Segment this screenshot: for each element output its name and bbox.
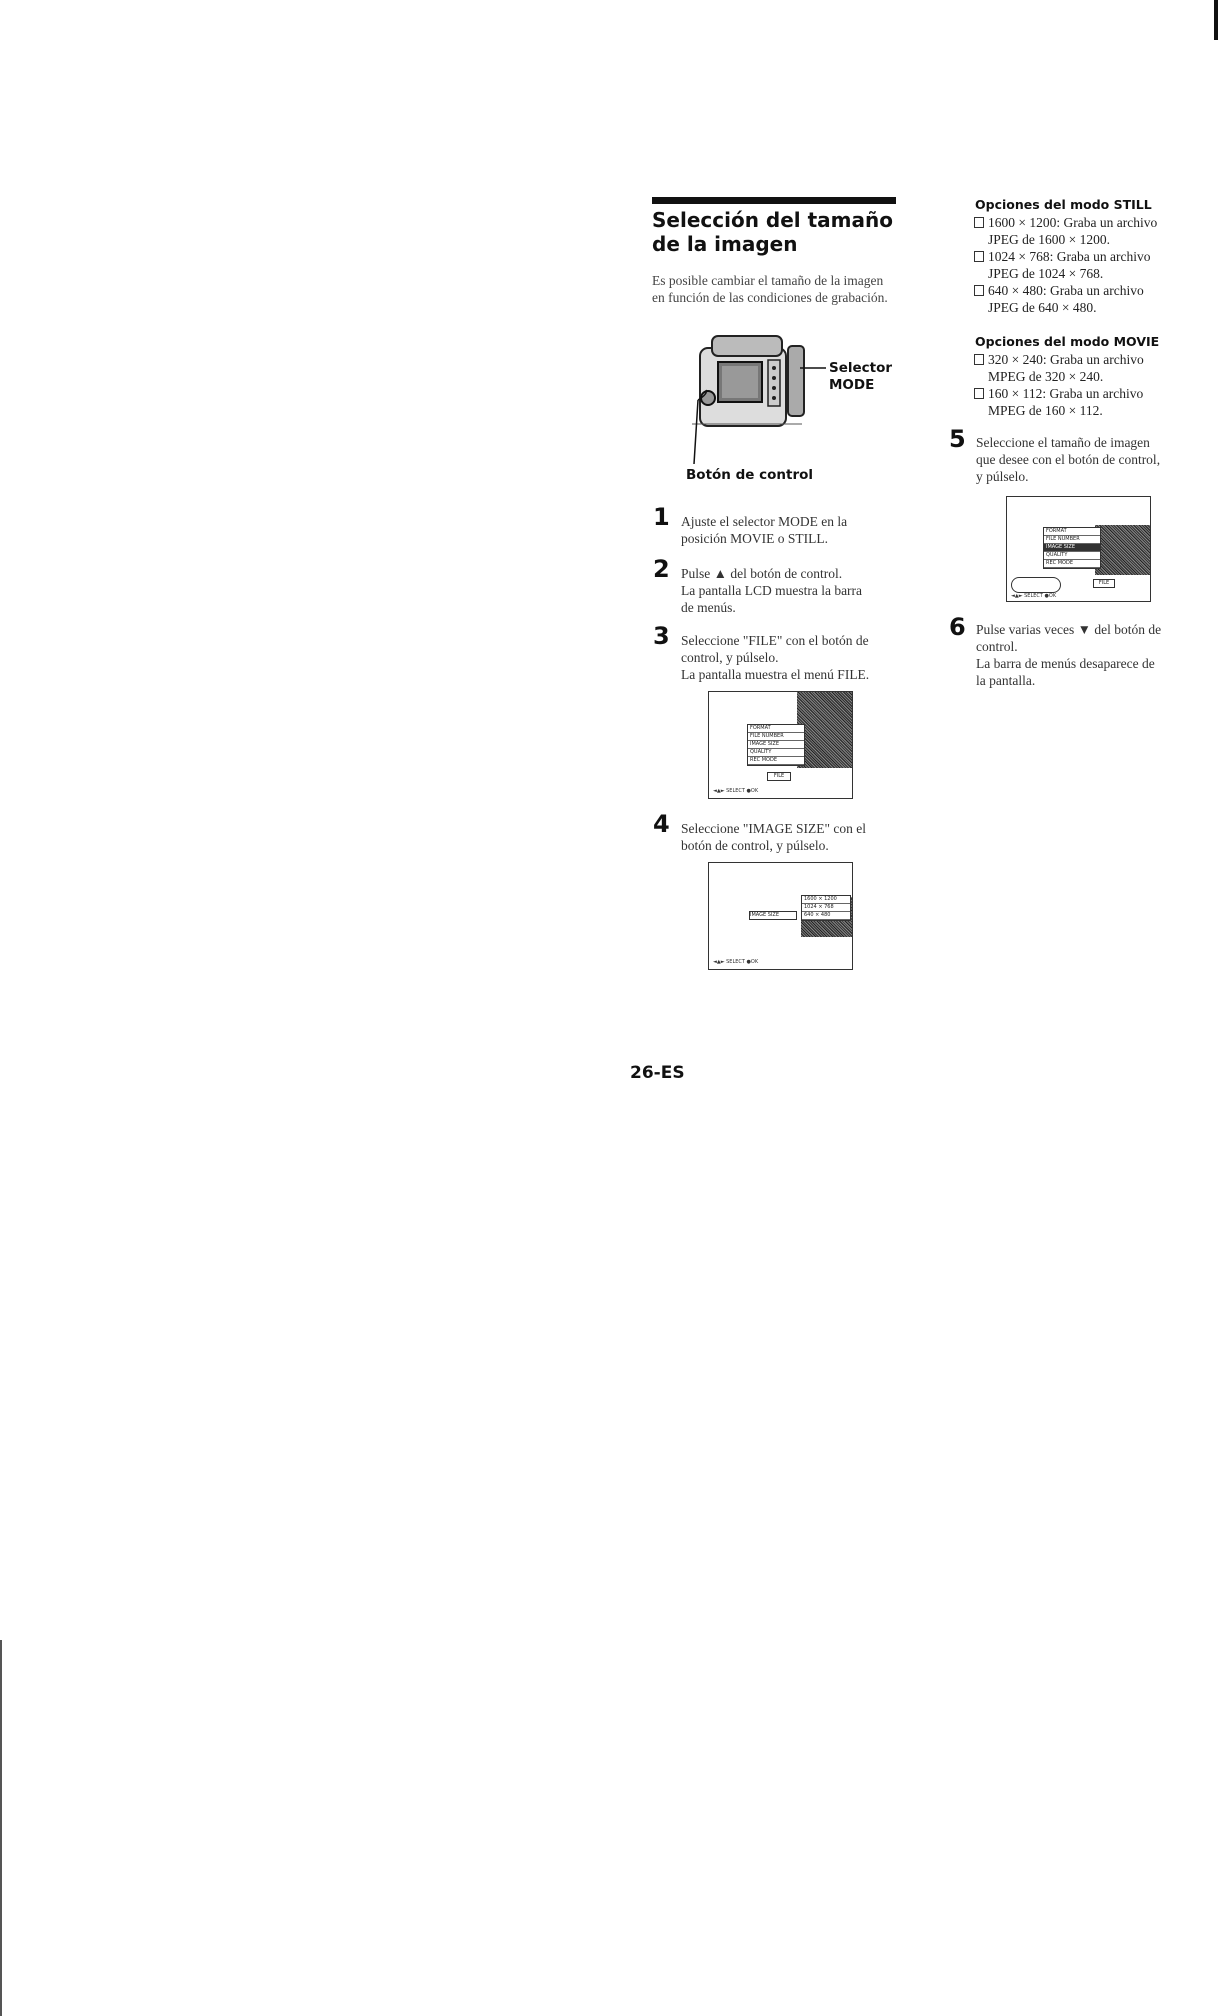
size-options: 1600 × 1200 1024 × 768 640 × 480 bbox=[801, 895, 851, 921]
control-button-label: Botón de control bbox=[686, 467, 814, 483]
title-rule bbox=[652, 197, 896, 204]
lcd-screen-image-size bbox=[708, 862, 853, 970]
checkbox-icon bbox=[974, 217, 984, 228]
checkbox-icon bbox=[974, 388, 984, 399]
checkbox-icon bbox=[974, 251, 984, 262]
list-item: 1600 × 1200: Graba un archivo JPEG de 1600 × 1200. bbox=[962, 214, 1192, 248]
list-item: 640 × 480: Graba un archivo JPEG de 640 × 480. bbox=[962, 282, 1192, 316]
movie-options-list bbox=[962, 351, 1192, 419]
page-title: Selección del tamaño de la imagen bbox=[652, 208, 893, 256]
file-tab: FILE bbox=[1093, 579, 1115, 588]
lcd-screen-size-select bbox=[1006, 496, 1151, 602]
image-size-item: IMAGE SIZE bbox=[749, 911, 797, 920]
step-text: Ajuste el selector MODE en la posición MOVIE o STILL. bbox=[681, 514, 848, 546]
step-number: 3 bbox=[653, 622, 670, 650]
bottom-hints: ◄▲► SELECT ●OK bbox=[1011, 593, 1057, 599]
screen-image bbox=[1095, 525, 1150, 575]
file-menu: FORMAT FILE NUMBER IMAGE SIZE QUALITY REC MODE bbox=[1043, 527, 1101, 569]
checkbox-icon bbox=[974, 285, 984, 296]
step-text: Pulse ▲ del botón de control. La pantalla LCD muestra la barra de menús. bbox=[681, 566, 863, 615]
scan-edge-mark bbox=[1214, 0, 1218, 40]
selector-label: Selector MODE bbox=[829, 360, 893, 393]
list-item: 160 × 112: Graba un archivo MPEG de 160 × 112. bbox=[962, 385, 1192, 419]
step-number: 4 bbox=[653, 810, 670, 838]
bottom-hints: ◄▲► SELECT ●OK bbox=[713, 959, 759, 965]
still-options-heading: Opciones del modo STILL bbox=[975, 197, 1152, 212]
list-item: 320 × 240: Graba un archivo MPEG de 320 × 240. bbox=[962, 351, 1192, 385]
screen-image bbox=[797, 692, 852, 768]
file-menu: FORMAT FILE NUMBER IMAGE SIZE QUALITY REC MODE bbox=[747, 724, 805, 766]
step-text: Pulse varias veces ▼ del botón de control. La barra de menús desaparece de la pantalla. bbox=[976, 622, 1162, 688]
step-text: Seleccione "FILE" con el botón de control, y púlselo. La pantalla muestra el menú FILE. bbox=[681, 633, 870, 682]
intro-text: Es posible cambiar el tamaño de la imagen en función de las condiciones de grabación. bbox=[652, 273, 888, 305]
checkbox-icon bbox=[974, 354, 984, 365]
scan-edge-mark bbox=[0, 1640, 2, 2016]
lcd-screen-file-menu bbox=[708, 691, 853, 799]
list-item: 1024 × 768: Graba un archivo JPEG de 1024 × 768. bbox=[962, 248, 1192, 282]
step-number: 2 bbox=[653, 555, 670, 583]
step-number: 5 bbox=[949, 425, 966, 453]
still-options-list bbox=[962, 214, 1192, 316]
step-text: Seleccione "IMAGE SIZE" con el botón de control, y púlselo. bbox=[681, 821, 866, 853]
step-text: Seleccione el tamaño de imagen que desee con el botón de control, y púlselo. bbox=[976, 435, 1161, 484]
bottom-hints: ◄▲► SELECT ●OK bbox=[713, 788, 759, 794]
callout-lines bbox=[690, 360, 830, 470]
file-tab: FILE bbox=[767, 772, 791, 781]
step-number: 1 bbox=[653, 503, 670, 531]
movie-options-heading: Opciones del modo MOVIE bbox=[975, 334, 1160, 349]
control-oval-icon bbox=[1011, 577, 1061, 593]
page-number: 26-ES bbox=[630, 1063, 685, 1083]
step-number: 6 bbox=[949, 613, 966, 641]
